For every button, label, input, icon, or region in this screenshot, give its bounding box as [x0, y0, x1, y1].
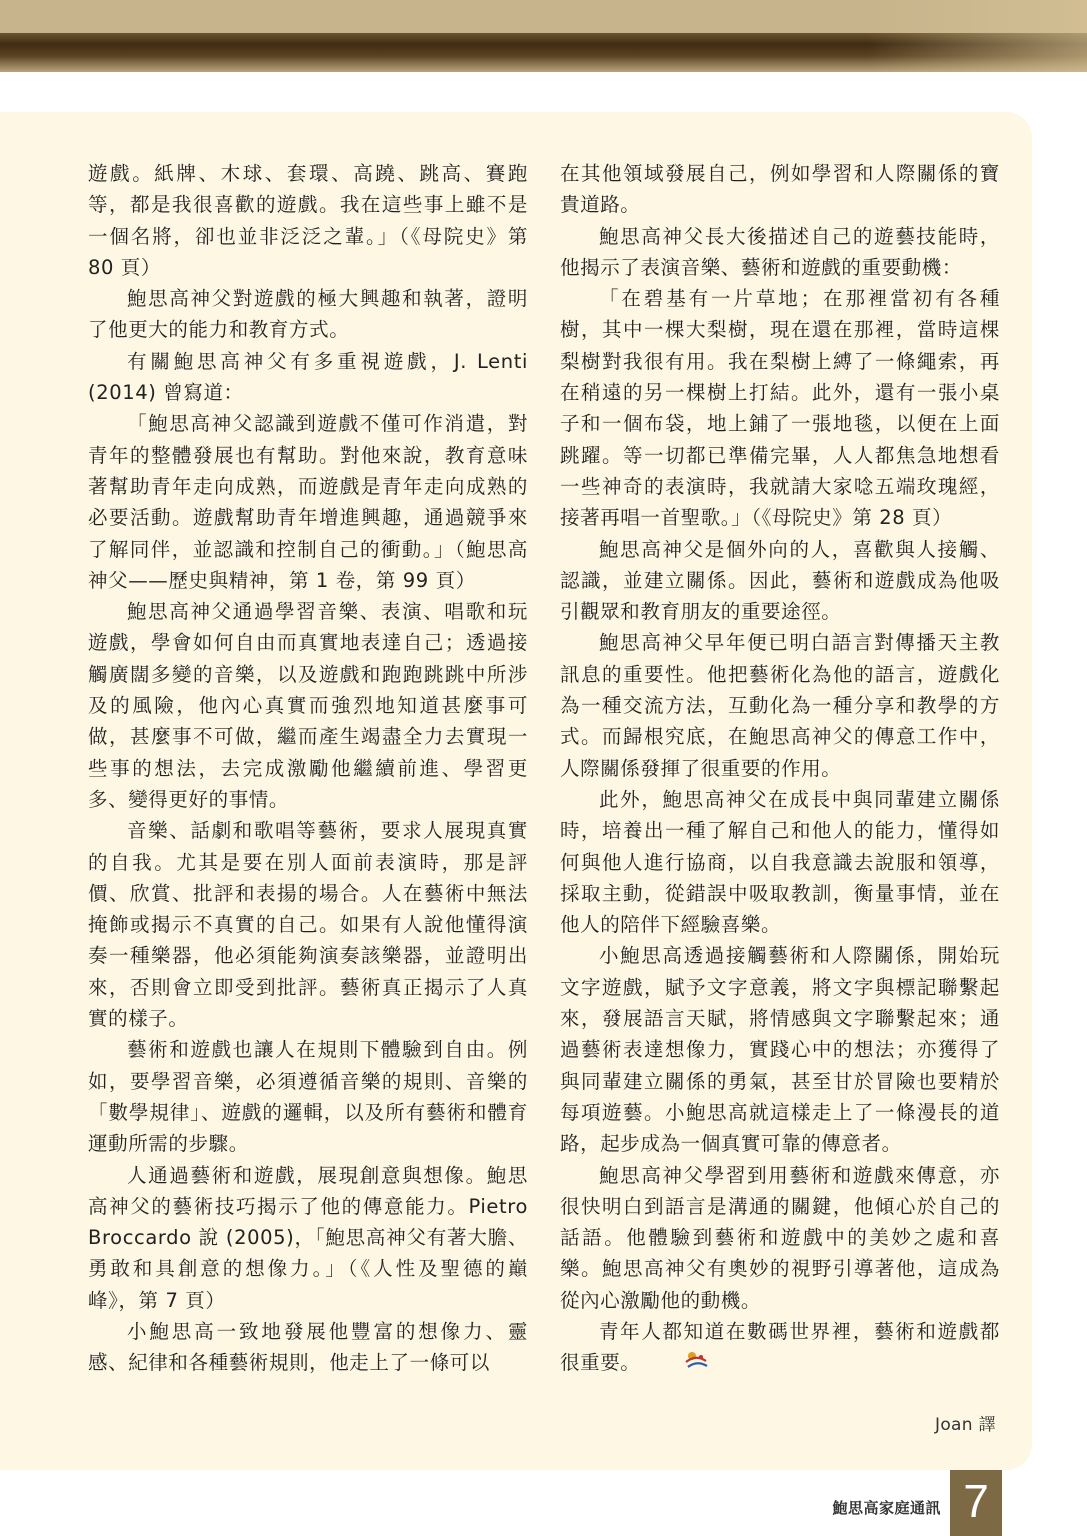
paragraph: 在其他領域發展自己，例如學習和人際關係的寶貴道路。	[560, 162, 1000, 217]
final-paragraph	[560, 1316, 1000, 1379]
paragraph: 藝術和遊戲也讓人在規則下體驗到自由。例如，要學習音樂，必須遵循音樂的規則、音樂的「數學規律」、遊戲的邏輯，以及所有藝術和體育運動所需的步驟。	[88, 1038, 528, 1156]
salesian-emblem-icon	[644, 1350, 670, 1372]
paragraph: 人通過藝術和遊戲，展現創意與想像。鮑思高神父的藝術技巧揭示了他的傳意能力。Pietro Broccardo 說 (2005)，「鮑思高神父有著大膽、勇敢和具創意的想像力。」（《人性及聖德的巔峰》，第 7 頁）	[88, 1163, 528, 1312]
paragraph: 鮑思高神父學習到用藝術和遊戲來傳意，亦很快明白到語言是溝通的關鍵，他傾心於自己的話語。他體驗到藝術和遊戲中的美妙之處和喜樂。鮑思高神父有奧妙的視野引導著他，這成為從內心激勵他的動機。	[560, 1163, 1000, 1312]
publication-title: 鮑思高家庭通訊	[832, 1499, 941, 1517]
header-bar	[0, 0, 1087, 72]
paragraph: 小鮑思高一致地發展他豐富的想像力、靈感、紀律和各種藝術規則，他走上了一條可以	[88, 1319, 528, 1375]
quote-paragraph: 「鮑思高神父認識到遊戲不僅可作消遣，對青年的整體發展也有幫助。對他來說，教育意味著幫助青年走向成熟，而遊戲是青年走向成熟的必要活動。遊戲幫助青年增進興趣，通過競爭來了解同伴，並認識和控制自己的衝動。」（鮑思高神父——歷史與精神，第 1 卷，第 99 頁）	[88, 412, 528, 592]
paragraph: 鮑思高神父對遊戲的極大興趣和執著，證明了他更大的能力和教育方式。	[88, 287, 528, 342]
paragraph: 此外，鮑思高神父在成長中與同輩建立關係時，培養出一種了解自己和他人的能力，懂得如何與他人進行協商，以自我意識去說服和領導，採取主動，從錯誤中吸取教訓，衡量事情，並在他人的陪伴下經驗喜樂。	[560, 787, 1000, 937]
translator-credit: Joan 譯	[935, 1415, 996, 1435]
article-right-column	[560, 158, 1000, 1379]
article-left-column	[88, 158, 528, 1379]
final-paragraph-text: 青年人都知道在數碼世界裡，藝術和遊戲都很重要。	[560, 1319, 1000, 1375]
page-number: 7	[950, 1470, 1002, 1536]
paragraph: 鮑思高神父是個外向的人，喜歡與人接觸、認識，並建立關係。因此，藝術和遊戲成為他吸引觀眾和教育朋友的重要途徑。	[560, 537, 1000, 624]
paragraph: 音樂、話劇和歌唱等藝術，要求人展現真實的自我。尤其是要在別人面前表演時，那是評價、欣賞、批評和表揚的場合。人在藝術中無法掩飾或揭示不真實的自己。如果有人說他懂得演奏一種樂器，他必須能夠演奏該樂器，並證明出來，否則會立即受到批評。藝術真正揭示了人真實的樣子。	[88, 819, 528, 1031]
quote-paragraph: 「在碧基有一片草地；在那裡當初有各種樹，其中一棵大梨樹，現在還在那裡，當時這棵梨樹對我很有用。我在梨樹上縛了一條繩索，再在稍遠的另一棵樹上打結。此外，還有一張小桌子和一個布袋，地上鋪了一張地毯，以便在上面跳躍。等一切都已準備完畢，人人都焦急地想看一些神奇的表演時，我就請大家唸五端玫瑰經，接著再唱一首聖歌。」（《母院史》第 28 頁）	[560, 287, 1000, 530]
paragraph: 小鮑思高透過接觸藝術和人際關係，開始玩文字遊戲，賦予文字意義，將文字與標記聯繫起來，發展語言天賦，將情感與文字聯繫起來；通過藝術表達想像力，實踐心中的想法；亦獲得了與同輩建立關係的勇氣，甚至甘於冒險也要精於每項遊藝。小鮑思高就這樣走上了一條漫長的道路，起步成為一個真實可靠的傳意者。	[560, 944, 1000, 1156]
paragraph: 鮑思高神父早年便已明白語言對傳播天主教訊息的重要性。他把藝術化為他的語言，遊戲化為一種交流方法，互動化為一種分享和教學的方式。而歸根究底，在鮑思高神父的傳意工作中，人際關係發揮了很重要的作用。	[560, 631, 1000, 780]
paragraph: 有關鮑思高神父有多重視遊戲，J. Lenti (2014) 曾寫道：	[88, 349, 528, 405]
paragraph: 鮑思高神父長大後描述自己的遊藝技能時，他揭示了表演音樂、藝術和遊戲的重要動機：	[560, 224, 1000, 279]
paragraph: 鮑思高神父通過學習音樂、表演、唱歌和玩遊戲，學會如何自由而真實地表達自己；透過接觸廣闊多變的音樂，以及遊戲和跑跑跳跳中所涉及的風險，他內心真實而強烈地知道甚麼事可做，甚麼事不可做，繼而產生竭盡全力去實現一些事的想法，去完成激勵他繼續前進、學習更多、變得更好的事情。	[88, 600, 528, 811]
paragraph: 遊戲。紙牌、木球、套環、高蹺、跳高、賽跑等，都是我很喜歡的遊戲。我在這些事上雖不是一個名將，卻也並非泛泛之輩。」（《母院史》第 80 頁）	[88, 162, 528, 279]
header-bar-highlight	[867, 0, 1087, 72]
